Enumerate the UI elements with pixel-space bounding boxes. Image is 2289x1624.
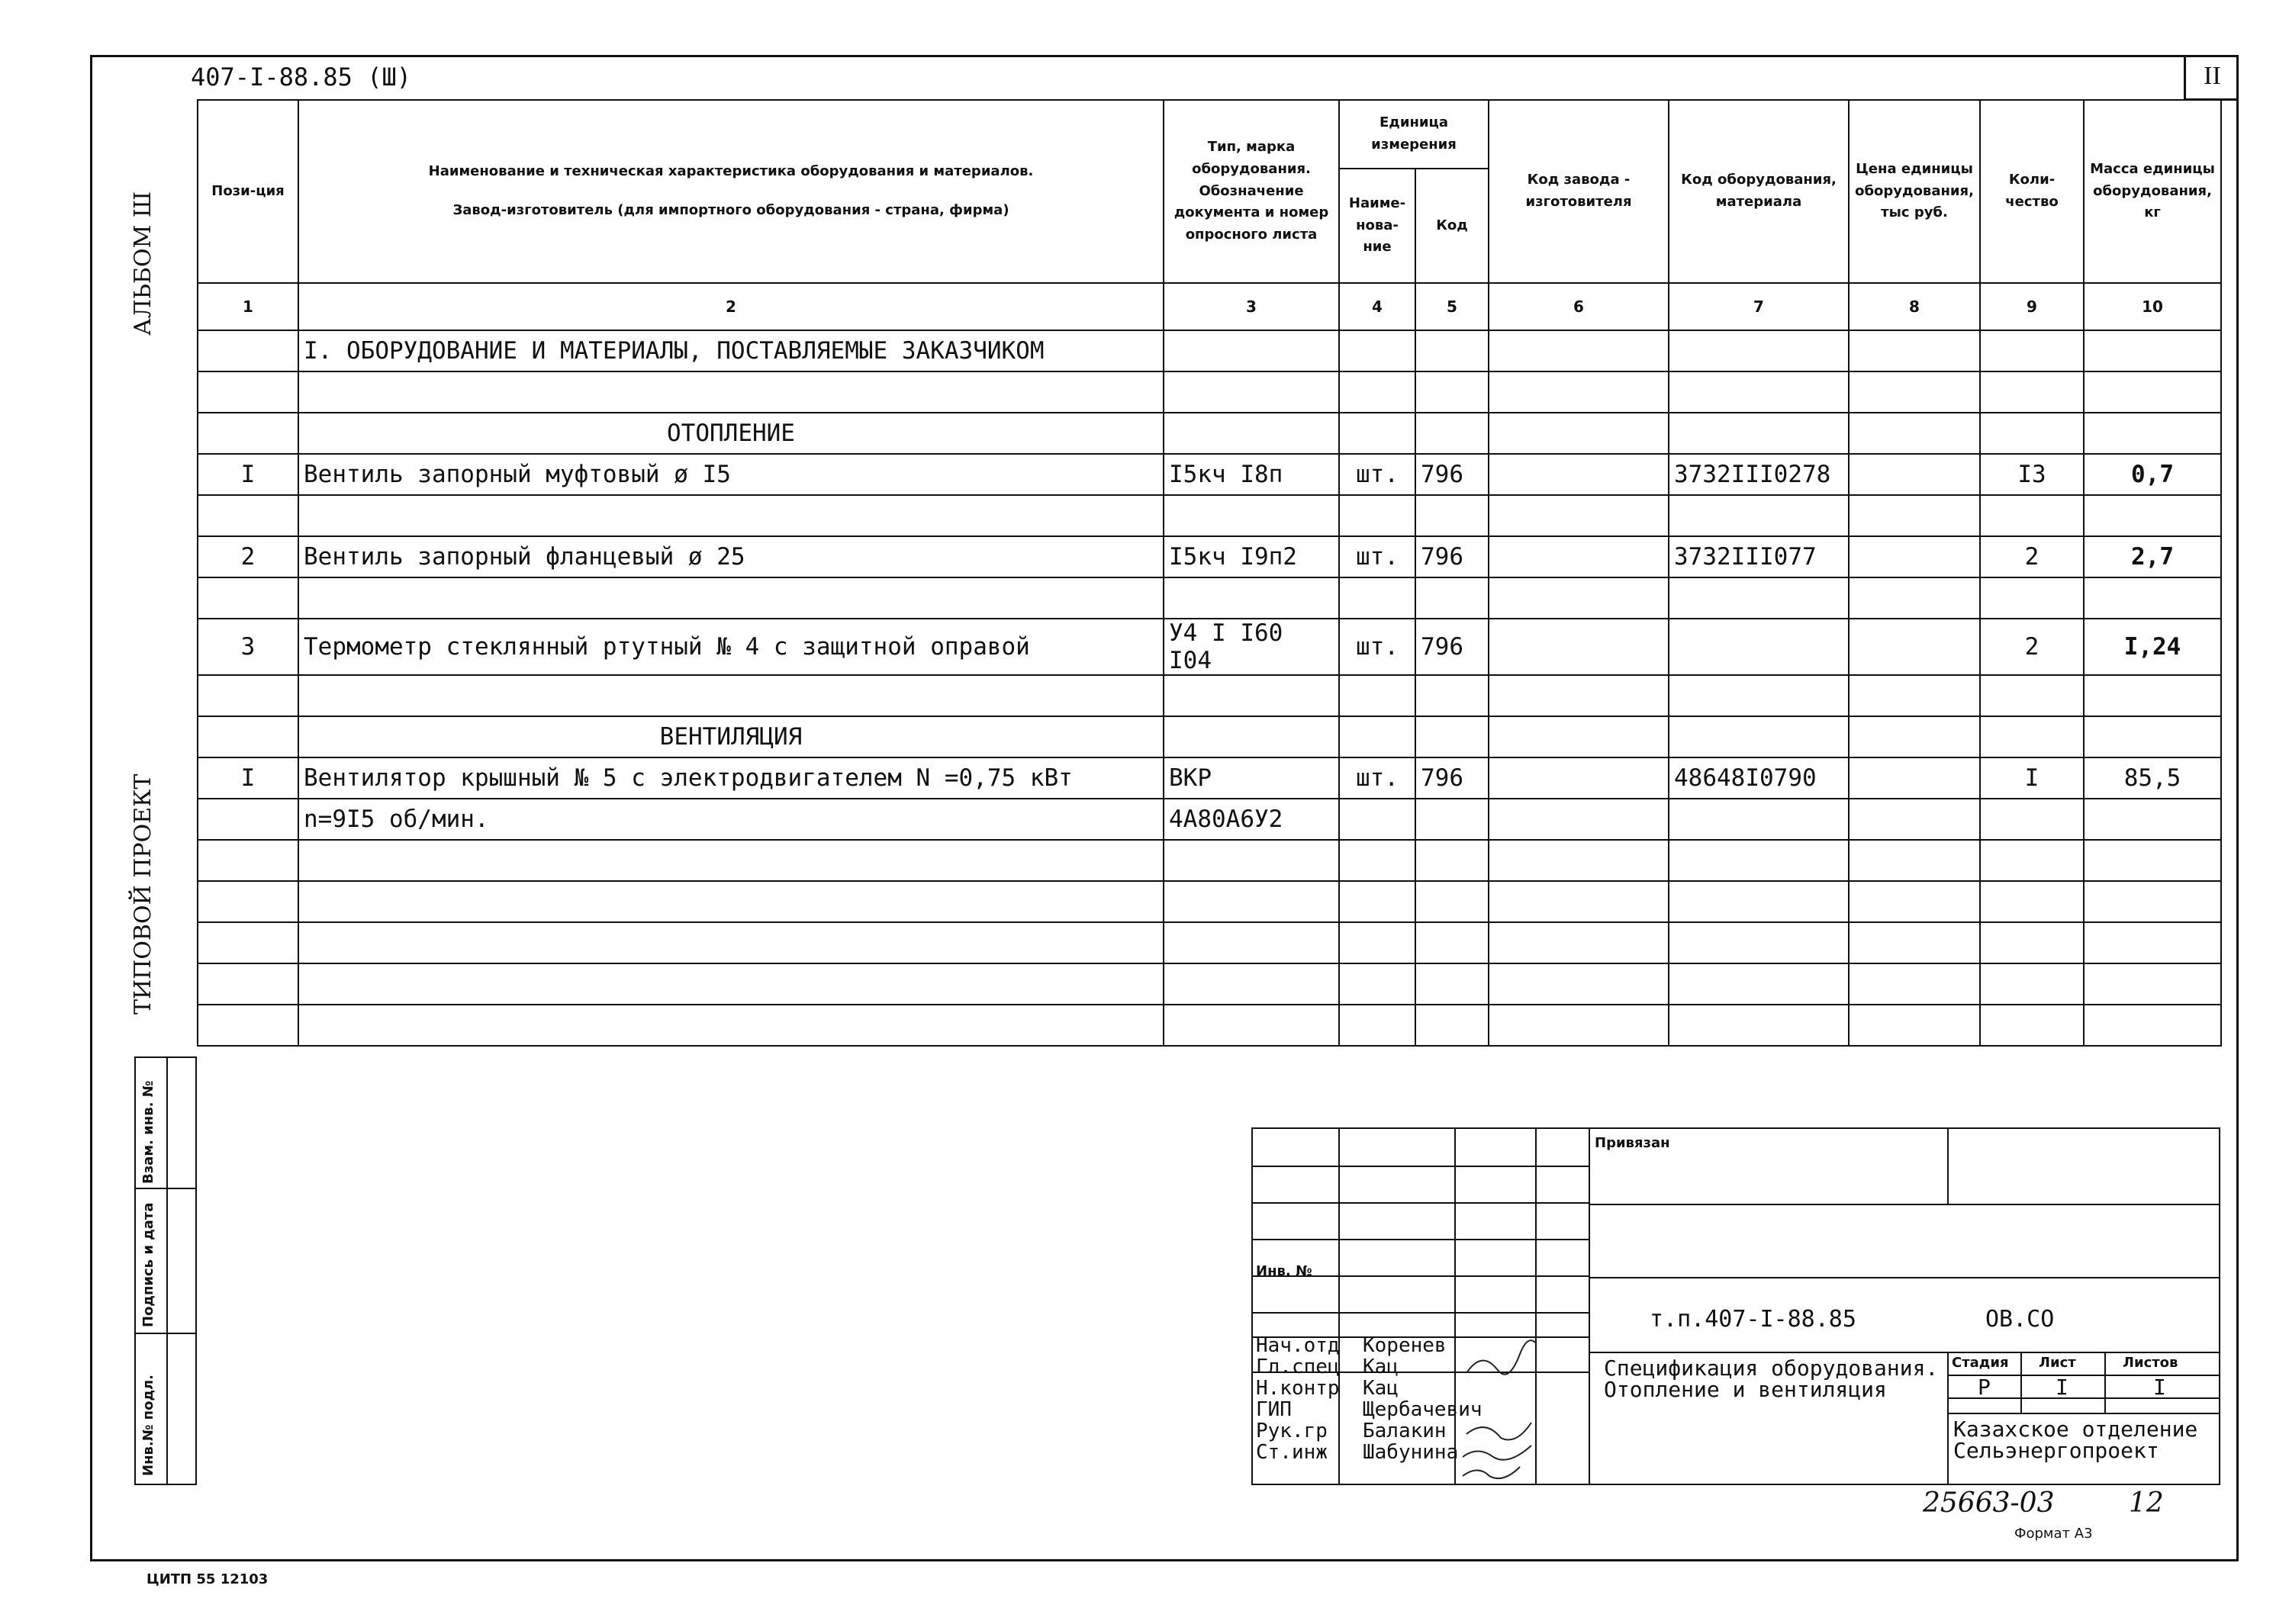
table-row [198,799,2221,840]
col-name-header [298,100,1164,283]
table-row [198,881,2221,922]
item-position: I [198,757,298,799]
album-label: АЛЬБОМ Ш [130,191,156,336]
staff-name: Кац [1363,1355,1399,1378]
staff-row [1256,1334,1447,1357]
organization: Казахское отделение Сельэнергопроект [1953,1417,2198,1463]
table-row [198,536,2221,577]
item-price [1849,536,1980,577]
table-row [198,757,2221,799]
item-position: I [198,454,298,495]
col-qty-header: Коли-чество [1980,100,2084,283]
table-row [198,330,2221,371]
item-position: 3 [198,619,298,675]
specification-table [197,99,2222,1047]
item-type-continued: 4А80А6У2 [1164,799,1339,840]
item-code: 3732III077 [1669,536,1849,577]
ventilation-title: ВЕНТИЛЯЦИЯ [298,716,1164,757]
item-unit: шт. [1339,619,1415,675]
col-num: 7 [1669,283,1849,330]
stage-value: Р [1978,1375,1991,1400]
sheet-value: I [2056,1375,2068,1400]
staff-name: Балакин [1363,1420,1447,1442]
item-code: 3732III0278 [1669,454,1849,495]
item-type: ВКР [1164,757,1339,799]
item-name: Вентиль запорный муфтовый ø I5 [298,454,1164,495]
col-num: 1 [198,283,298,330]
item-type: У4 I I60 I04 [1164,619,1339,675]
title-block [1251,1127,2220,1485]
table-row [198,675,2221,716]
table-row [198,963,2221,1005]
col-num: 4 [1339,283,1415,330]
drawing-mark: ОВ.СО [1985,1306,2055,1333]
header-row [198,100,2221,169]
col-unit-group-header: Единица измерения [1339,100,1489,169]
col-num: 3 [1164,283,1339,330]
item-mass: I,24 [2084,619,2221,675]
col-unit-name-header: Наиме-нова-ние [1339,169,1415,283]
item-type: I5кч I9п2 [1164,536,1339,577]
column-number-row [198,283,2221,330]
col-price-header: Цена единицы оборудования, тыс руб. [1849,100,1980,283]
staff-name: Кац [1363,1377,1399,1400]
heating-title: ОТОПЛЕНИЕ [298,413,1164,454]
staff-name: Шабунина [1363,1441,1459,1464]
inv-sub-label: Взам. инв. № [140,1080,156,1184]
staff-role: ГИП [1256,1398,1292,1421]
table-row [198,619,2221,675]
project-type-label: ТИПОВОЙ ПРОЕКТ [130,773,156,1015]
staff-role: Н.контр [1256,1377,1340,1400]
item-code: 48648I0790 [1669,757,1849,799]
table-row [198,716,2221,757]
col-name-header-line2: Завод-изготовитель (для импортного оборудования - страна, фирма) [452,202,1009,218]
item-qty: 2 [1980,536,2084,577]
item-unit-code: 796 [1415,454,1489,495]
item-qty: 2 [1980,619,2084,675]
table-row [198,413,2221,454]
item-name: Вентилятор крышный № 5 с электродвигателем N =0,75 кВт [298,757,1164,799]
item-plant-code [1489,454,1669,495]
staff-row [1256,1355,1399,1378]
staff-row [1256,1420,1447,1442]
format-label: Формат А3 [2014,1526,2093,1542]
col-mass-header: Масса единицы оборудования, кг [2084,100,2221,283]
staff-name: Коренев [1363,1334,1447,1357]
item-plant-code [1489,536,1669,577]
item-position: 2 [198,536,298,577]
item-code [1669,619,1849,675]
drawing-title: Спецификация оборудования. Отопление и вентиляция [1604,1355,1939,1402]
section-title: I. ОБОРУДОВАНИЕ И МАТЕРИАЛЫ, ПОСТАВЛЯЕМЫЕ ЗАКАЗЧИКОМ [298,330,1164,371]
item-price [1849,454,1980,495]
staff-row [1256,1398,1483,1421]
table-row [198,1005,2221,1046]
page-number: 12 [2129,1487,2164,1519]
inv-orig-label: Инв.№ подл. [140,1374,156,1476]
col-equipment-code-header: Код оборудования, материала [1669,100,1849,283]
document-code: 407-I-88.85 (Ш) [191,63,411,92]
item-unit: шт. [1339,454,1415,495]
order-number: 25663-03 [1923,1487,2055,1519]
item-qty: I3 [1980,454,2084,495]
item-plant-code [1489,619,1669,675]
col-unit-code-header: Код [1415,169,1489,283]
sheets-label: Листов [2123,1355,2178,1371]
staff-role: Ст.инж [1256,1441,1328,1464]
sheet-label: Лист [2039,1355,2076,1371]
inv-no-label: Инв. № [1256,1263,1312,1279]
col-plant-code-header: Код завода - изготовителя [1489,100,1669,283]
table-row [198,577,2221,619]
table-row [198,371,2221,413]
staff-name: Щербачевич [1363,1398,1483,1421]
staff-role: Нач.отд [1256,1334,1340,1357]
item-unit-code: 796 [1415,619,1489,675]
col-num: 6 [1489,283,1669,330]
item-name-continued: n=9I5 об/мин. [298,799,1164,840]
col-num: 9 [1980,283,2084,330]
sheets-value: I [2153,1375,2166,1400]
item-qty: I [1980,757,2084,799]
staff-list [1256,1334,1483,1464]
item-unit-code: 796 [1415,536,1489,577]
col-num: 10 [2084,283,2221,330]
table-row [198,840,2221,881]
item-price [1849,619,1980,675]
table-row [198,922,2221,963]
item-type: I5кч I8п [1164,454,1339,495]
table-row [198,454,2221,495]
item-mass: 85,5 [2084,757,2221,799]
bound-label: Привязан [1595,1135,1670,1151]
item-price [1849,757,1980,799]
sign-date-label: Подпись и дата [140,1202,156,1327]
col-name-header-line1: Наименование и техническая характеристика оборудования и материалов. [428,163,1034,180]
col-num: 5 [1415,283,1489,330]
col-num: 2 [298,283,1164,330]
staff-row [1256,1441,1459,1464]
item-name: Термометр стеклянный ртутный № 4 с защитной оправой [298,619,1164,675]
staff-role: Рук.гр [1256,1420,1328,1442]
stage-label: Стадия [1952,1355,2009,1371]
staff-row [1256,1377,1399,1400]
signatures-graphic [1459,1320,1589,1484]
item-plant-code [1489,757,1669,799]
item-mass: 2,7 [2084,536,2221,577]
designation: т.п.407-I-88.85 [1650,1306,1856,1333]
sheet-number: II [2184,55,2239,101]
item-unit-code: 796 [1415,757,1489,799]
print-stamp: ЦИТП 55 12103 [146,1571,269,1587]
staff-role: Гл.спец [1256,1355,1340,1378]
col-position-header: Пози-ция [198,100,298,283]
item-unit: шт. [1339,757,1415,799]
col-type-header: Тип, марка оборудования. Обозначение документа и номер опросного листа [1164,100,1339,283]
table-row [198,495,2221,536]
col-num: 8 [1849,283,1980,330]
item-unit: шт. [1339,536,1415,577]
item-name: Вентиль запорный фланцевый ø 25 [298,536,1164,577]
item-mass: 0,7 [2084,454,2221,495]
